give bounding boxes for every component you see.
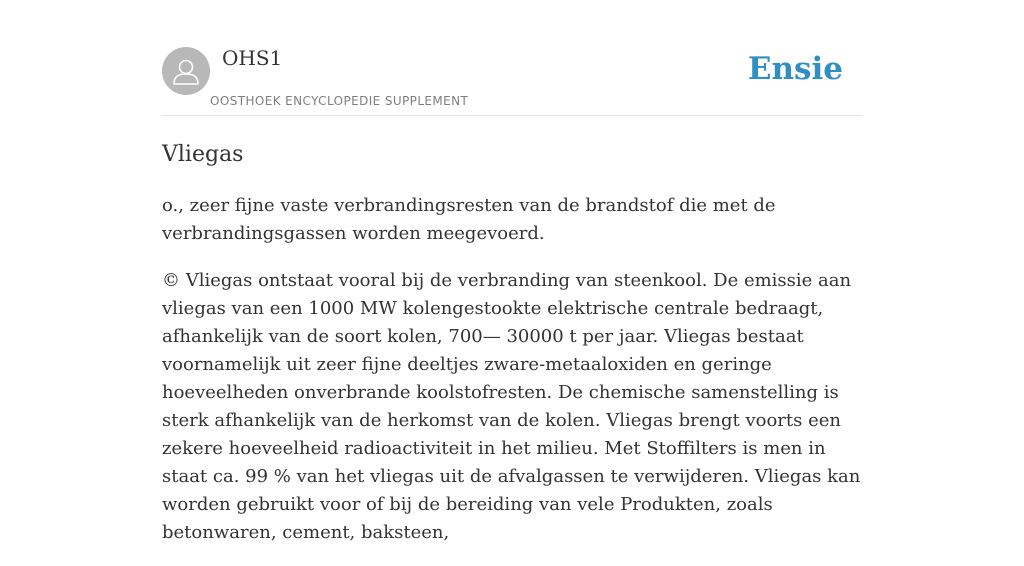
page-container <box>162 0 862 543</box>
entry-body <box>162 192 862 566</box>
entry-paragraph: © Vliegas ontstaat vooral bij de verbranding van steenkool. De emissie aan vliegas van een 1000 MW kolengestookte elektrische centrale bedraagt, afhankelijk van de soort kolen, 700— 30000 t per jaar. Vliegas bestaat voornamelijk uit zeer fijne deeltjes zware-metaaloxiden en geringe hoeveelheden onverbrande koolstofresten. De chemische samenstelling is sterk afhankelijk van de herkomst van de kolen. Vliegas brengt voorts een zekere hoeveelheid radioactiviteit in het milieu. Met Stoffilters is men in staat ca. 99 % van het vliegas uit de afvalgassen te verwijderen. Vliegas kan worden gebruikt voor of bij de bereiding van vele Produkten, zoals betonwaren, cement, baksteen, <box>162 270 861 543</box>
user-icon <box>162 47 210 95</box>
source-label[interactable]: OOSTHOEK ENCYCLOPEDIE SUPPLEMENT <box>210 94 469 108</box>
avatar[interactable] <box>162 47 210 95</box>
entry-title: Vliegas <box>162 142 244 167</box>
entry-paragraph: o., zeer fijne vaste verbrandingsresten van de brandstof die met de verbrandingsgassen worden meegevoerd. <box>162 195 776 244</box>
entry-header <box>162 0 862 116</box>
author-link[interactable]: OHS1 <box>222 46 283 70</box>
brand-logo[interactable]: Ensie <box>747 51 843 87</box>
